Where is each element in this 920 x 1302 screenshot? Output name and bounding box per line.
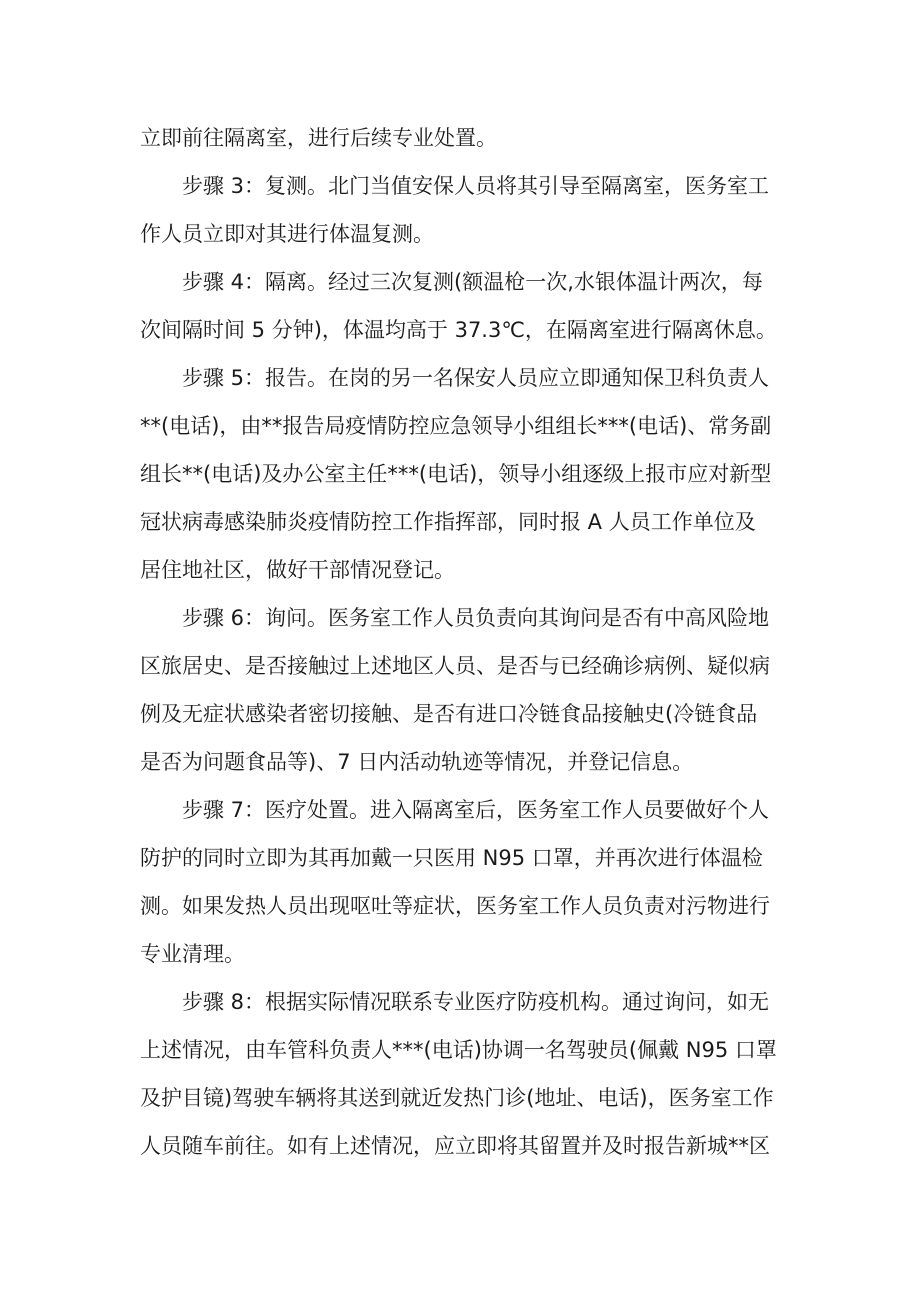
- text-line: 专业清理。: [140, 942, 245, 966]
- document-body: [140, 114, 784, 1170]
- text-line: 组长**(电话)及办公室主任***(电话)，领导小组逐级上报市应对新型: [140, 462, 772, 486]
- text-line: 作人员立即对其进行体温复测。: [140, 222, 434, 246]
- text-line: 立即前往隔离室，进行后续专业处置。: [140, 126, 497, 150]
- text-line: 人员随车前往。如有上述情况，应立即将其留置并及时报告新城**区: [140, 1134, 770, 1158]
- text-line: 步骤 6：询问。医务室工作人员负责向其询问是否有中高风险地: [182, 606, 770, 630]
- text-line: 上述情况，由车管科负责人***(电话)协调一名驾驶员(佩戴 N95 口罩: [140, 1038, 777, 1062]
- text-line: 是否为问题食品等)、7 日内活动轨迹等情况，并登记信息。: [140, 750, 694, 774]
- text-line: 步骤 7：医疗处置。进入隔离室后，医务室工作人员要做好个人: [182, 798, 770, 822]
- text-line: 防护的同时立即为其再加戴一只医用 N95 口罩，并再次进行体温检: [140, 846, 763, 870]
- text-line: 步骤 4：隔离。经过三次复测(额温枪一次,水银体温计两次，每: [182, 270, 763, 294]
- text-line: 居住地社区，做好干部情况登记。: [140, 558, 455, 582]
- text-line: **(电话)，由**报告局疫情防控应急领导小组组长***(电话)、常务副: [140, 414, 772, 438]
- text-line: 次间隔时间 5 分钟)，体温均高于 37.3℃，在隔离室进行隔离休息。: [140, 318, 777, 342]
- text-line: 例及无症状感染者密切接触、是否有进口冷链食品接触史(冷链食品: [140, 702, 758, 726]
- text-line: 步骤 5：报告。在岗的另一名保安人员应立即通知保卫科负责人: [182, 366, 770, 390]
- text-line: 测。如果发热人员出现呕吐等症状，医务室工作人员负责对污物进行: [140, 894, 770, 918]
- text-line: 冠状病毒感染肺炎疫情防控工作指挥部，同时报 A 人员工作单位及: [140, 510, 756, 534]
- text-line: 步骤 8：根据实际情况联系专业医疗防疫机构。通过询问，如无: [182, 990, 770, 1014]
- text-line: 及护目镜)驾驶车辆将其送到就近发热门诊(地址、电话)，医务室工作: [140, 1086, 774, 1110]
- text-line: 区旅居史、是否接触过上述地区人员、是否与已经确诊病例、疑似病: [140, 654, 770, 678]
- text-line: 步骤 3：复测。北门当值安保人员将其引导至隔离室，医务室工: [182, 174, 770, 198]
